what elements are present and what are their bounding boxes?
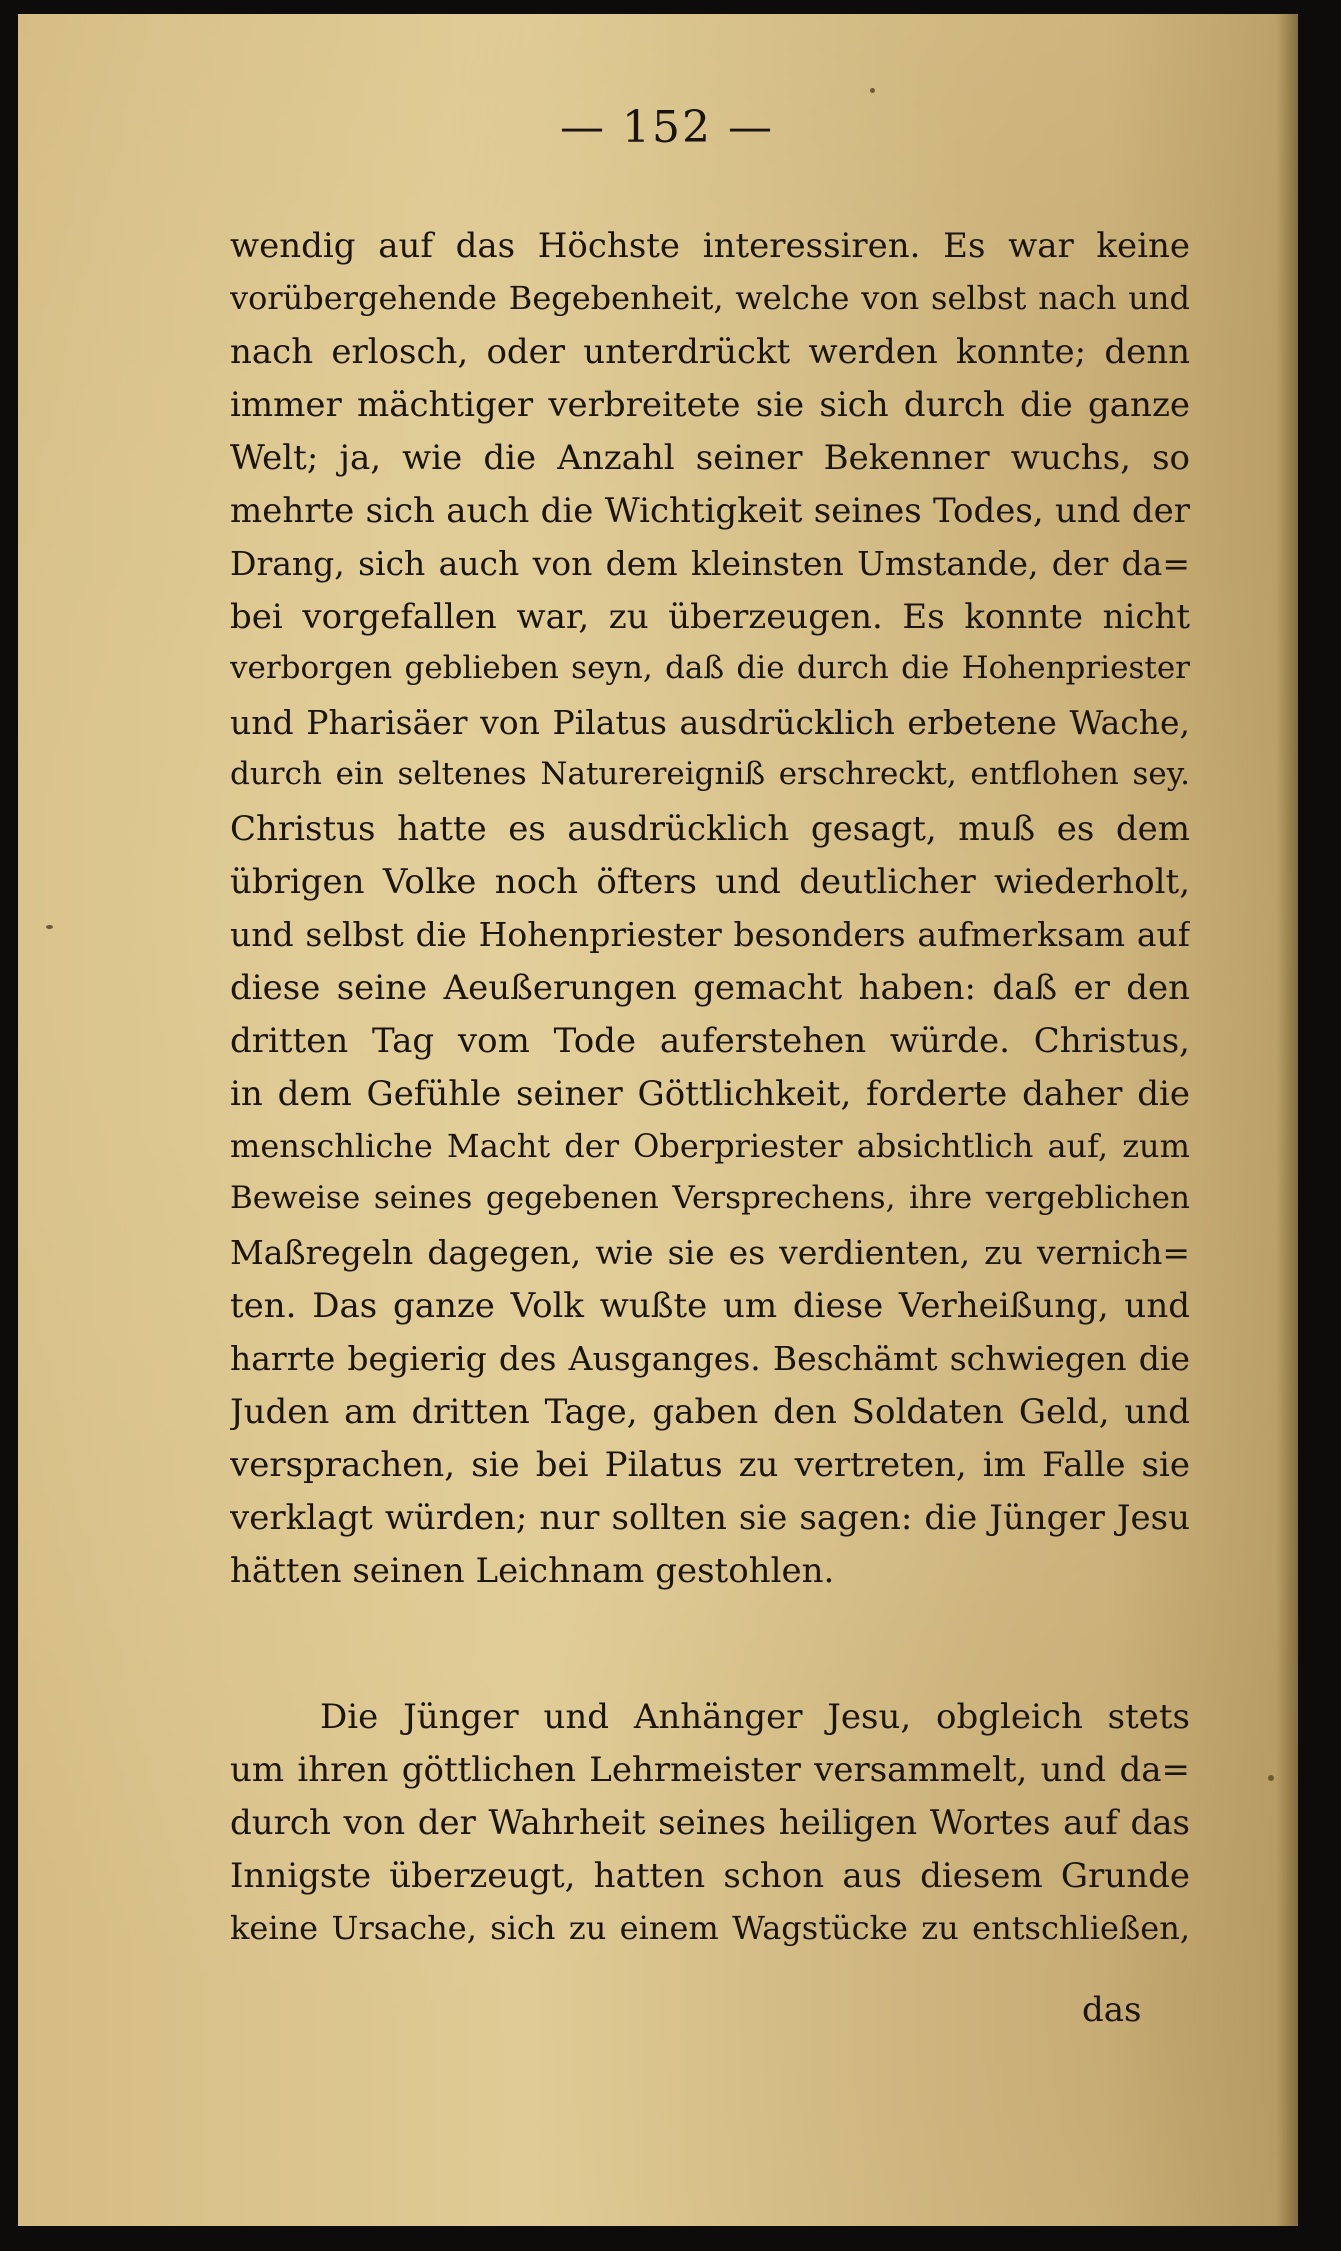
- text-line: und Pharisäer von Pilatus ausdrücklich erbetene Wache,: [230, 703, 1190, 742]
- text-line: übrigen Volke noch öfters und deutlicher wiederholt,: [230, 862, 1190, 902]
- text-line: dritten Tag vom Tode auferstehen würde. Christus,: [230, 1021, 1190, 1061]
- page-gutter-shadow: [1276, 14, 1298, 2226]
- text-line: vorübergehende Begebenheit, welche von selbst nach und: [230, 279, 1190, 317]
- page-number: — 152 —: [560, 102, 774, 153]
- text-line: um ihren göttlichen Lehrmeister versammelt, und da=: [230, 1750, 1190, 1790]
- paper-speck: [46, 925, 53, 929]
- text-line: Christus hatte es ausdrücklich gesagt, muß es dem: [230, 809, 1190, 849]
- text-line: harrte begierig des Ausganges. Beschämt schwiegen die: [230, 1339, 1190, 1378]
- text-line: ten. Das ganze Volk wußte um diese Verheißung, und: [230, 1286, 1190, 1326]
- text-line: nach erlosch, oder unterdrückt werden konnte; denn: [230, 332, 1190, 372]
- text-line: versprachen, sie bei Pilatus zu vertreten, im Falle sie: [230, 1445, 1190, 1485]
- text-line: und selbst die Hohenpriester besonders aufmerksam auf: [230, 915, 1190, 954]
- paper-speck: [870, 88, 875, 93]
- text-line: Innigste überzeugt, hatten schon aus diesem Grunde: [230, 1856, 1190, 1896]
- text-line: Welt; ja, wie die Anzahl seiner Bekenner wuchs, so: [230, 438, 1190, 478]
- text-line: wendig auf das Höchste interessiren. Es war keine: [230, 226, 1190, 266]
- text-line: bei vorgefallen war, zu überzeugen. Es konnte nicht: [230, 597, 1190, 637]
- catchword: das: [1082, 1990, 1142, 2030]
- text-line: diese seine Aeußerungen gemacht haben: daß er den: [230, 968, 1190, 1008]
- text-line: Maßregeln dagegen, wie sie es verdienten, zu vernich=: [230, 1233, 1190, 1272]
- text-line: hätten seinen Leichnam gestohlen.: [230, 1551, 835, 1591]
- text-line: verklagt würden; nur sollten sie sagen: die Jünger Jesu: [230, 1498, 1190, 1538]
- text-line: Juden am dritten Tage, gaben den Soldaten Geld, und: [230, 1392, 1190, 1432]
- text-line: Beweise seines gegebenen Versprechens, ihre vergeblichen: [230, 1180, 1190, 1216]
- text-line: Die Jünger und Anhänger Jesu, obgleich stets: [320, 1697, 1190, 1737]
- paper-speck: [1268, 1775, 1274, 1781]
- text-line: immer mächtiger verbreitete sie sich durch die ganze: [230, 385, 1190, 425]
- text-line: Drang, sich auch von dem kleinsten Umstande, der da=: [230, 544, 1190, 583]
- text-line: verborgen geblieben seyn, daß die durch die Hohenpriester: [230, 650, 1190, 686]
- text-line: keine Ursache, sich zu einem Wagstücke zu entschließen,: [230, 1909, 1190, 1947]
- text-line: in dem Gefühle seiner Göttlichkeit, forderte daher die: [230, 1074, 1190, 1114]
- text-line: durch ein seltenes Naturereigniß erschreckt, entflohen sey.: [230, 756, 1190, 792]
- text-line: mehrte sich auch die Wichtigkeit seines Todes, und der: [230, 491, 1190, 531]
- text-line: menschliche Macht der Oberpriester absichtlich auf, zum: [230, 1127, 1190, 1165]
- text-line: durch von der Wahrheit seines heiligen Wortes auf das: [230, 1803, 1190, 1843]
